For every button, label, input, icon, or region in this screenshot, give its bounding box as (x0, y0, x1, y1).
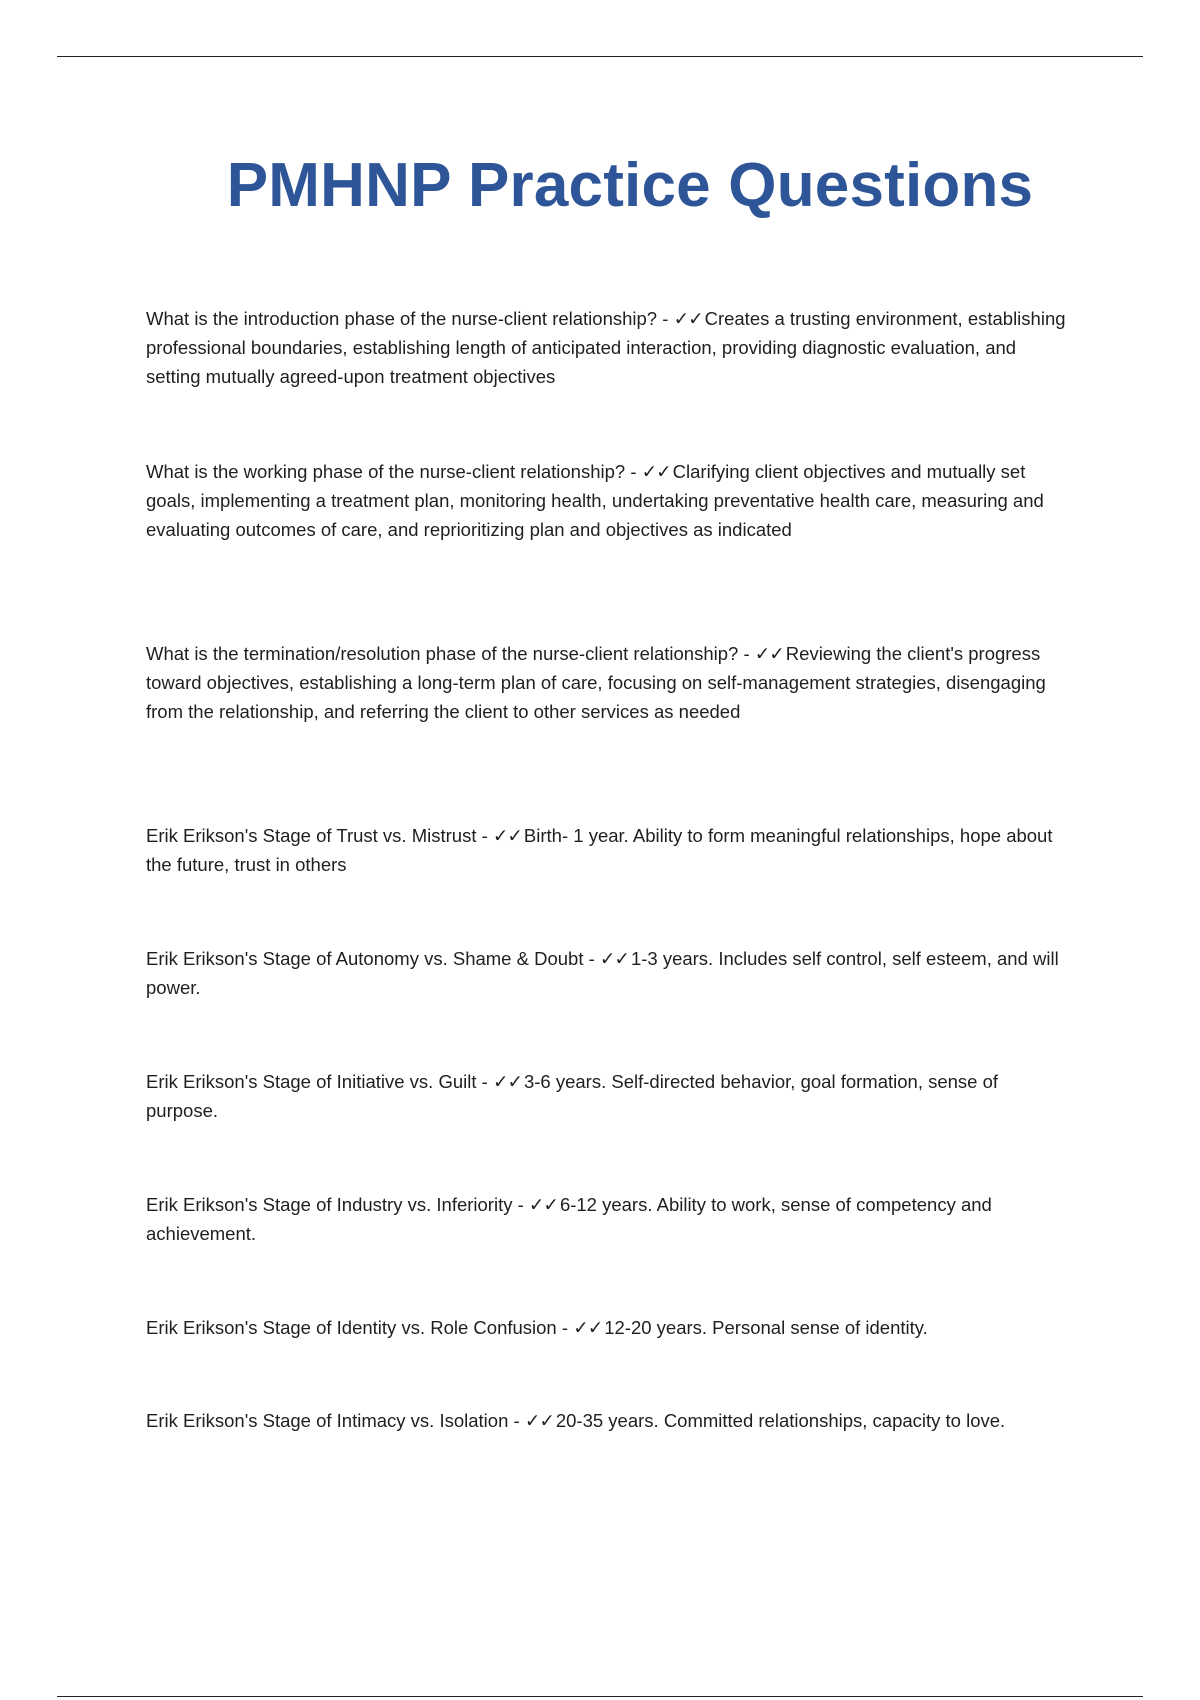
check-icon: ✓✓ (524, 1410, 554, 1431)
question-text: Erik Erikson's Stage of Identity vs. Role Confusion (146, 1317, 557, 1338)
page-title: PMHNP Practice Questions (226, 151, 1034, 220)
question-text: Erik Erikson's Stage of Industry vs. Inferiority (146, 1194, 513, 1215)
qa-item (146, 457, 1066, 544)
question-text: Erik Erikson's Stage of Intimacy vs. Isolation (146, 1410, 509, 1431)
qa-item (146, 1406, 1066, 1435)
answer-text: 3-6 years. Self-directed behavior, goal formation, sense of purpose. (146, 1071, 999, 1121)
qa-item (146, 1067, 1066, 1125)
separator: - (625, 461, 642, 482)
separator: - (476, 1071, 493, 1092)
check-icon: ✓✓ (673, 308, 703, 329)
question-text: Erik Erikson's Stage of Trust vs. Mistrust (146, 825, 477, 846)
separator: - (512, 1194, 529, 1215)
question-text: What is the working phase of the nurse-client relationship? (146, 461, 626, 482)
qa-item (146, 1190, 1066, 1248)
check-icon: ✓✓ (528, 1194, 558, 1215)
check-icon: ✓✓ (754, 643, 784, 664)
separator: - (508, 1410, 525, 1431)
qa-item (146, 944, 1066, 1002)
answer-text: Creates a trusting environment, establishing professional boundaries, establishing length of anticipated interaction, providing diagnostic evaluation, and setting mutually agreed-upon treatment objectives (146, 308, 1066, 387)
separator: - (556, 1317, 574, 1338)
separator: - (657, 308, 674, 329)
question-text: What is the introduction phase of the nurse-client relationship? (146, 308, 658, 329)
answer-text: 6-12 years. Ability to work, sense of competency and achievement. (146, 1194, 992, 1244)
separator: - (738, 643, 755, 664)
question-text: Erik Erikson's Stage of Autonomy vs. Shame & Doubt (146, 948, 584, 969)
check-icon: ✓✓ (599, 948, 629, 969)
check-icon: ✓✓ (492, 825, 522, 846)
bottom-divider (57, 1696, 1143, 1697)
answer-text: Reviewing the client's progress toward objectives, establishing a long-term plan of care, focusing on self-management strategies, disengaging from the relationship, and referring the client to other services as needed (146, 643, 1046, 722)
answer-text: 12-20 years. Personal sense of identity. (604, 1317, 928, 1338)
separator: - (583, 948, 600, 969)
answer-text: Clarifying client objectives and mutually set goals, implementing a treatment plan, monitoring health, undertaking preventative health care, measuring and evaluating outcomes of care, and reprioritizing plan and objectives as indicated (146, 461, 1044, 540)
check-icon: ✓✓ (641, 461, 671, 482)
qa-item (146, 304, 1066, 391)
qa-item (146, 821, 1066, 879)
check-icon: ✓✓ (573, 1317, 603, 1338)
answer-text: Birth- 1 year. Ability to form meaningful relationships, hope about the future, trust in others (146, 825, 1053, 875)
top-divider (57, 56, 1143, 57)
check-icon: ✓✓ (492, 1071, 522, 1092)
separator: - (476, 825, 493, 846)
answer-text: 1-3 years. Includes self control, self esteem, and will power. (146, 948, 1059, 998)
question-text: What is the termination/resolution phase of the nurse-client relationship? (146, 643, 739, 664)
question-text: Erik Erikson's Stage of Initiative vs. Guilt (146, 1071, 477, 1092)
answer-text: 20-35 years. Committed relationships, capacity to love. (555, 1410, 1006, 1431)
qa-item (146, 1313, 1066, 1342)
qa-item (146, 639, 1066, 726)
